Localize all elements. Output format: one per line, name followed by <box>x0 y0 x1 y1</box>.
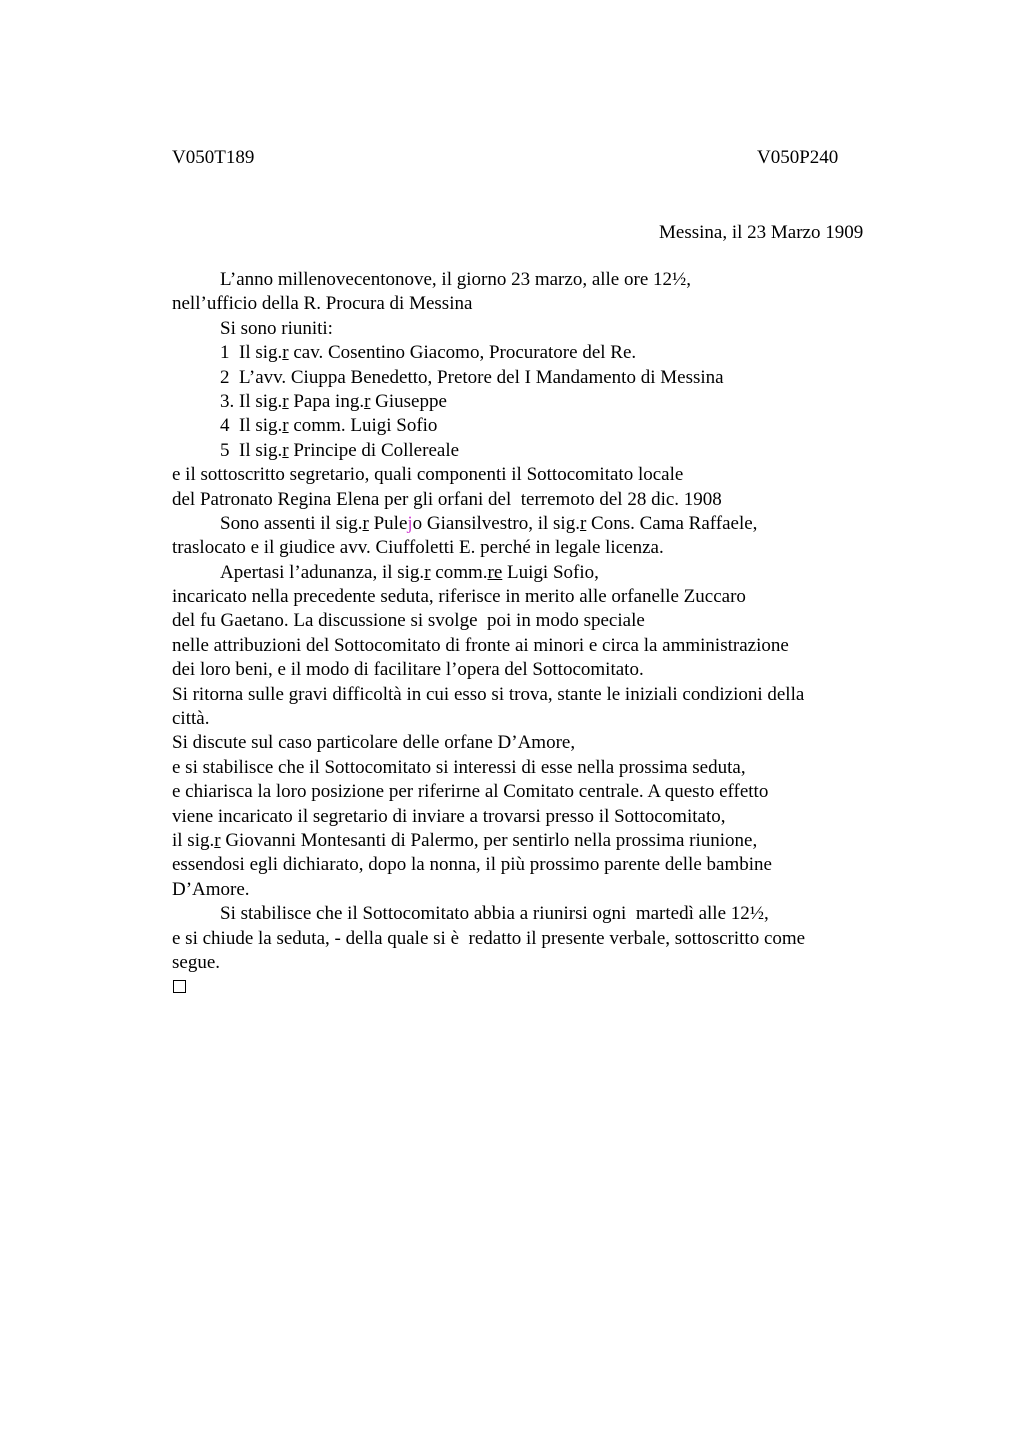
abbrev-superscript: r <box>282 415 289 437</box>
abbrev-superscript: r <box>282 439 289 461</box>
attendee-line: 2 L’avv. Ciuppa Benedetto, Pretore del I Mandamento di Messina <box>220 366 724 388</box>
text-line: Si discute sul caso particolare delle orfane D’Amore, <box>172 732 576 754</box>
text-line: nelle attribuzioni del Sottocomitato di fronte ai minori e circa la amministrazione <box>172 634 789 656</box>
text-line: segue. <box>172 951 221 973</box>
text-fragment: o Giansilvestro, il sig. <box>412 512 580 534</box>
text-fragment: cav. Cosentino Giacomo, Procuratore del Re. <box>288 342 637 364</box>
text-line: e il sottoscritto segretario, quali componenti il Sottocomitato locale <box>172 464 684 486</box>
text-fragment: Principe di Collereale <box>288 439 460 461</box>
text-line: essendosi egli dichiarato, dopo la nonna, il più prossimo parente delle bambine <box>172 854 772 876</box>
text-fragment: 3. Il sig. <box>220 390 283 412</box>
text-line: Si ritorna sulle gravi difficoltà in cui esso si trova, stante le iniziali condizioni della <box>172 683 805 705</box>
text-line: dei loro beni, e il modo di facilitare l’opera del Sottocomitato. <box>172 659 644 681</box>
document-ref-right: V050P240 <box>757 147 839 168</box>
text-line: e si chiude la seduta, - della quale si è redatto il presente verbale, sottoscritto come <box>172 927 806 949</box>
text-line <box>172 829 872 853</box>
text-line: traslocato e il giudice avv. Ciuffoletti E. perché in legale licenza. <box>172 537 664 559</box>
text-fragment: Sono assenti il sig. <box>220 512 363 534</box>
text-fragment: il sig. <box>172 829 215 851</box>
text-line <box>172 561 872 585</box>
text-fragment: Papa ing. <box>288 390 365 412</box>
end-marker-box <box>173 980 186 993</box>
attendee-line <box>172 341 872 365</box>
text-fragment: comm. <box>430 561 488 583</box>
text-fragment: comm. Luigi Sofio <box>288 415 438 437</box>
highlighted-letter: j <box>407 512 413 534</box>
attendee-line <box>172 414 872 438</box>
text-line: e chiarisca la loro posizione per riferirne al Comitato centrale. A questo effetto <box>172 781 769 803</box>
text-line: del fu Gaetano. La discussione si svolge poi in modo speciale <box>172 610 645 632</box>
document-ref-left: V050T189 <box>172 147 255 168</box>
text-line <box>172 512 872 536</box>
text-fragment: Pule <box>368 512 408 534</box>
attendee-line <box>172 390 872 414</box>
text-fragment: Giuseppe <box>370 390 447 412</box>
text-fragment: 4 Il sig. <box>220 415 283 437</box>
abbrev-superscript: r <box>424 561 431 583</box>
text-fragment: Apertasi l’adunanza, il sig. <box>220 561 425 583</box>
text-line: città. <box>172 708 210 730</box>
text-line: del Patronato Regina Elena per gli orfani del terremoto del 28 dic. 1908 <box>172 488 722 510</box>
abbrev-superscript: r <box>364 390 371 412</box>
attendee-line <box>172 439 872 463</box>
text-line: nell’ufficio della R. Procura di Messina <box>172 293 473 315</box>
abbrev-superscript: re <box>487 561 503 583</box>
abbrev-superscript: r <box>214 829 221 851</box>
text-fragment: Cons. Cama Raffaele, <box>586 512 758 534</box>
text-line: L’anno millenovecentonove, il giorno 23 marzo, alle ore 12½, <box>220 269 692 290</box>
text-fragment: Luigi Sofio, <box>502 561 599 583</box>
text-fragment: 5 Il sig. <box>220 439 283 461</box>
text-fragment: 1 Il sig. <box>220 342 283 364</box>
abbrev-superscript: r <box>282 390 289 412</box>
abbrev-superscript: r <box>282 342 289 364</box>
text-line: viene incaricato il segretario di inviare a trovarsi presso il Sottocomitato, <box>172 805 726 827</box>
text-line: e si stabilisce che il Sottocomitato si interessi di esse nella prossima seduta, <box>172 756 746 778</box>
abbrev-superscript: r <box>362 512 369 534</box>
abbrev-superscript: r <box>579 512 587 534</box>
text-line: D’Amore. <box>172 878 250 900</box>
date-line: Messina, il 23 Marzo 1909 <box>659 222 864 243</box>
text-line: Si stabilisce che il Sottocomitato abbia a riunirsi ogni martedì alle 12½, <box>220 903 769 925</box>
text-fragment: Giovanni Montesanti di Palermo, per sentirlo nella prossima riunione, <box>220 829 758 851</box>
text-line: incaricato nella precedente seduta, riferisce in merito alle orfanelle Zuccaro <box>172 586 746 608</box>
minutes-body <box>172 268 872 975</box>
text-line: Si sono riuniti: <box>220 317 333 339</box>
